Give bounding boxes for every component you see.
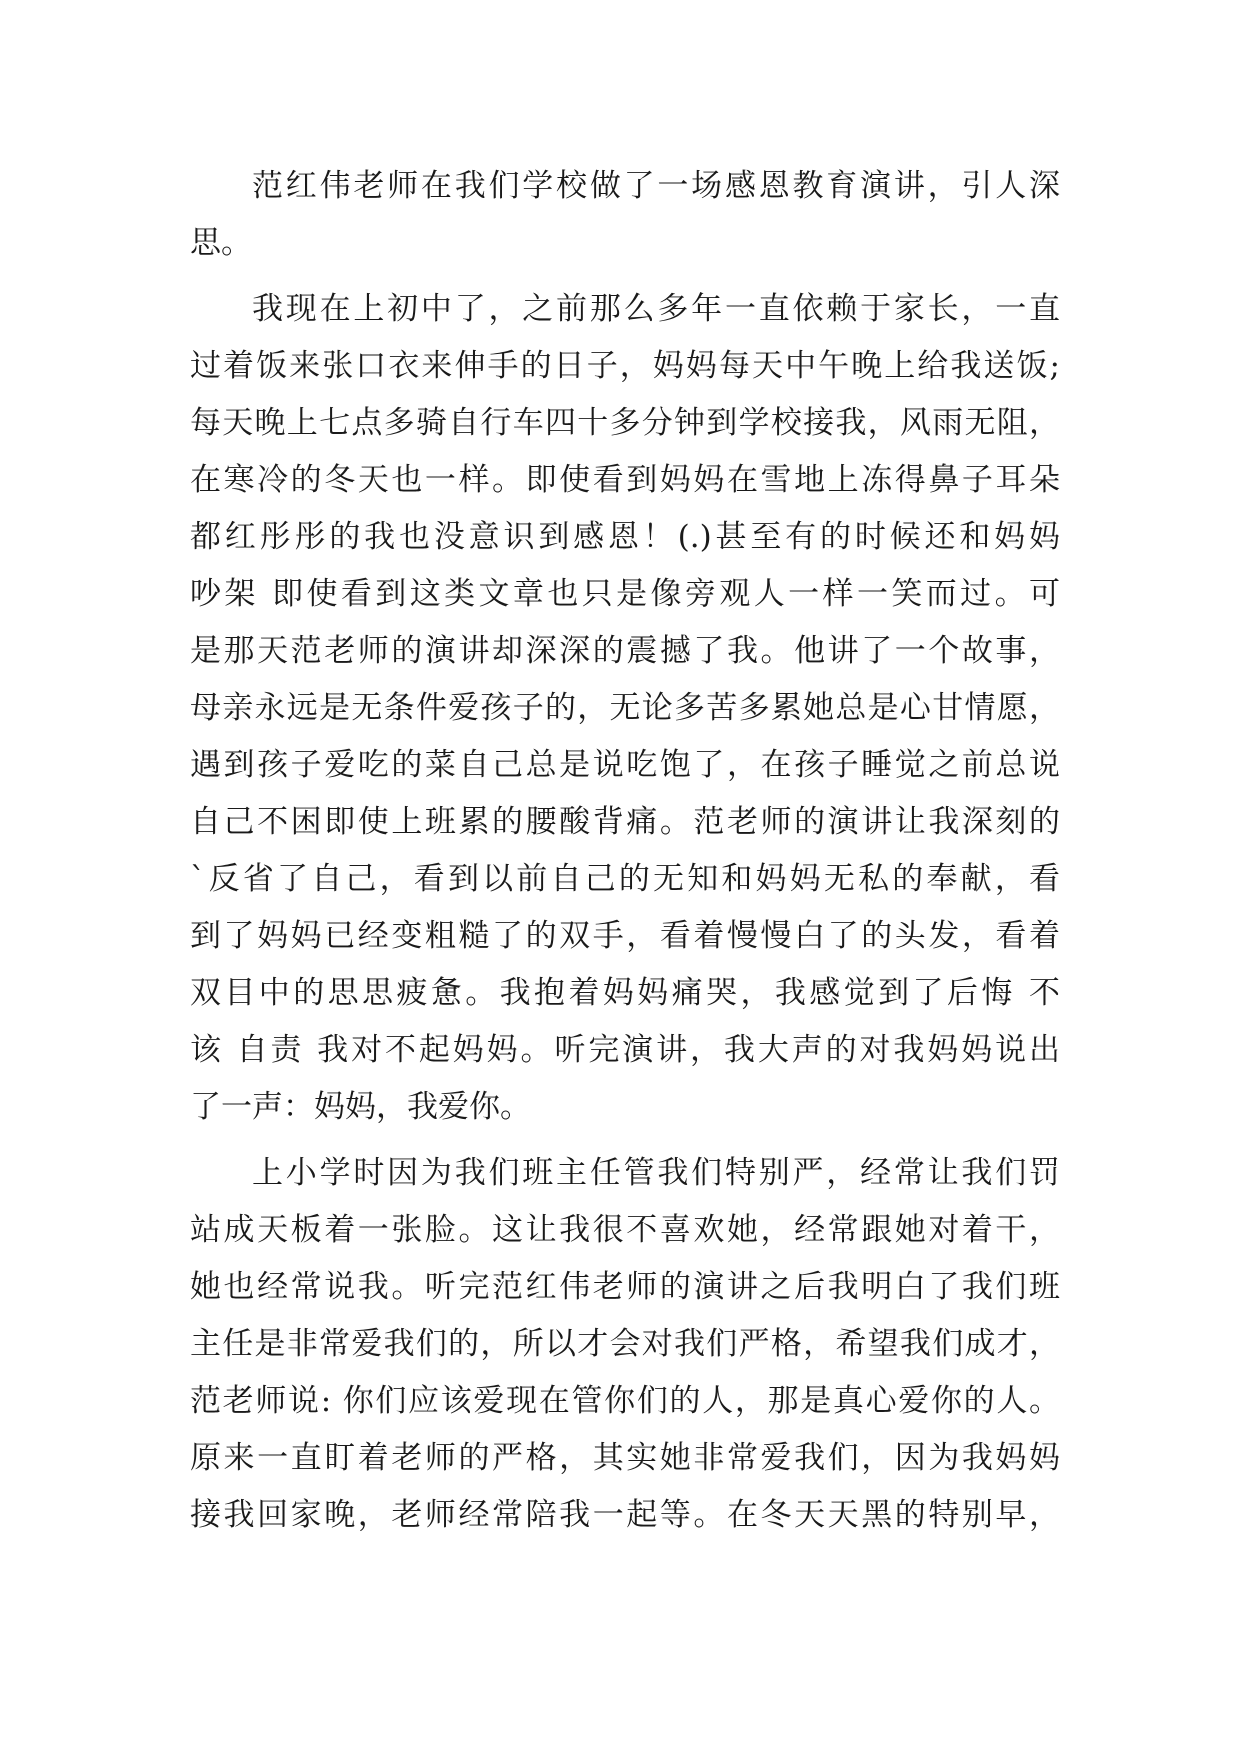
text-line: 我现在上初中了，之前那么多年一直依赖于家长，一直	[252, 291, 1060, 327]
text-line: 她也经常说我。听完范红伟老师的演讲之后我明白了我们班	[190, 1269, 1060, 1305]
text-line: `反省了自己，看到以前自己的无知和妈妈无私的奉献，看	[190, 861, 1060, 897]
text-line: 遇到孩子爱吃的菜自己总是说吃饱了，在孩子睡觉之前总说	[190, 747, 1060, 783]
paragraph-2	[190, 281, 1060, 1136]
paragraph-1	[190, 158, 1060, 272]
text-line: 吵架 即使看到这类文章也只是像旁观人一样一笑而过。可	[190, 576, 1060, 612]
paragraph-3	[190, 1145, 1060, 1544]
text-line: 接我回家晚，老师经常陪我一起等。在冬天天黑的特别早，	[190, 1497, 1060, 1533]
document-body	[190, 158, 1060, 1544]
text-line: 到了妈妈已经变粗糙了的双手，看着慢慢白了的头发，看着	[190, 918, 1060, 954]
text-line: 思。	[190, 225, 252, 261]
text-line: 每天晚上七点多骑自行车四十多分钟到学校接我，风雨无阻，	[190, 405, 1060, 441]
text-line: 原来一直盯着老师的严格，其实她非常爱我们，因为我妈妈	[190, 1440, 1060, 1476]
text-line: 主任是非常爱我们的，所以才会对我们严格，希望我们成才，	[190, 1326, 1060, 1362]
text-line: 上小学时因为我们班主任管我们特别严，经常让我们罚	[252, 1155, 1060, 1191]
text-line: 都红彤彤的我也没意识到感恩！(.)甚至有的时候还和妈妈	[190, 519, 1060, 555]
text-line: 了一声：妈妈，我爱你。	[190, 1089, 531, 1125]
text-line: 是那天范老师的演讲却深深的震撼了我。他讲了一个故事，	[190, 633, 1060, 669]
text-line: 范老师说: 你们应该爱现在管你们的人，那是真心爱你的人。	[190, 1383, 1060, 1419]
text-line: 站成天板着一张脸。这让我很不喜欢她，经常跟她对着干，	[190, 1212, 1060, 1248]
text-line: 范红伟老师在我们学校做了一场感恩教育演讲，引人深	[252, 168, 1060, 204]
text-line: 双目中的思思疲惫。我抱着妈妈痛哭，我感觉到了后悔 不	[190, 975, 1060, 1011]
text-line: 过着饭来张口衣来伸手的日子，妈妈每天中午晚上给我送饭;	[190, 348, 1060, 384]
text-line: 母亲永远是无条件爱孩子的，无论多苦多累她总是心甘情愿，	[190, 690, 1060, 726]
text-line: 自己不困即使上班累的腰酸背痛。范老师的演讲让我深刻的	[190, 804, 1060, 840]
text-line: 该 自责 我对不起妈妈。听完演讲，我大声的对我妈妈说出	[190, 1032, 1060, 1068]
text-line: 在寒冷的冬天也一样。即使看到妈妈在雪地上冻得鼻子耳朵	[190, 462, 1060, 498]
